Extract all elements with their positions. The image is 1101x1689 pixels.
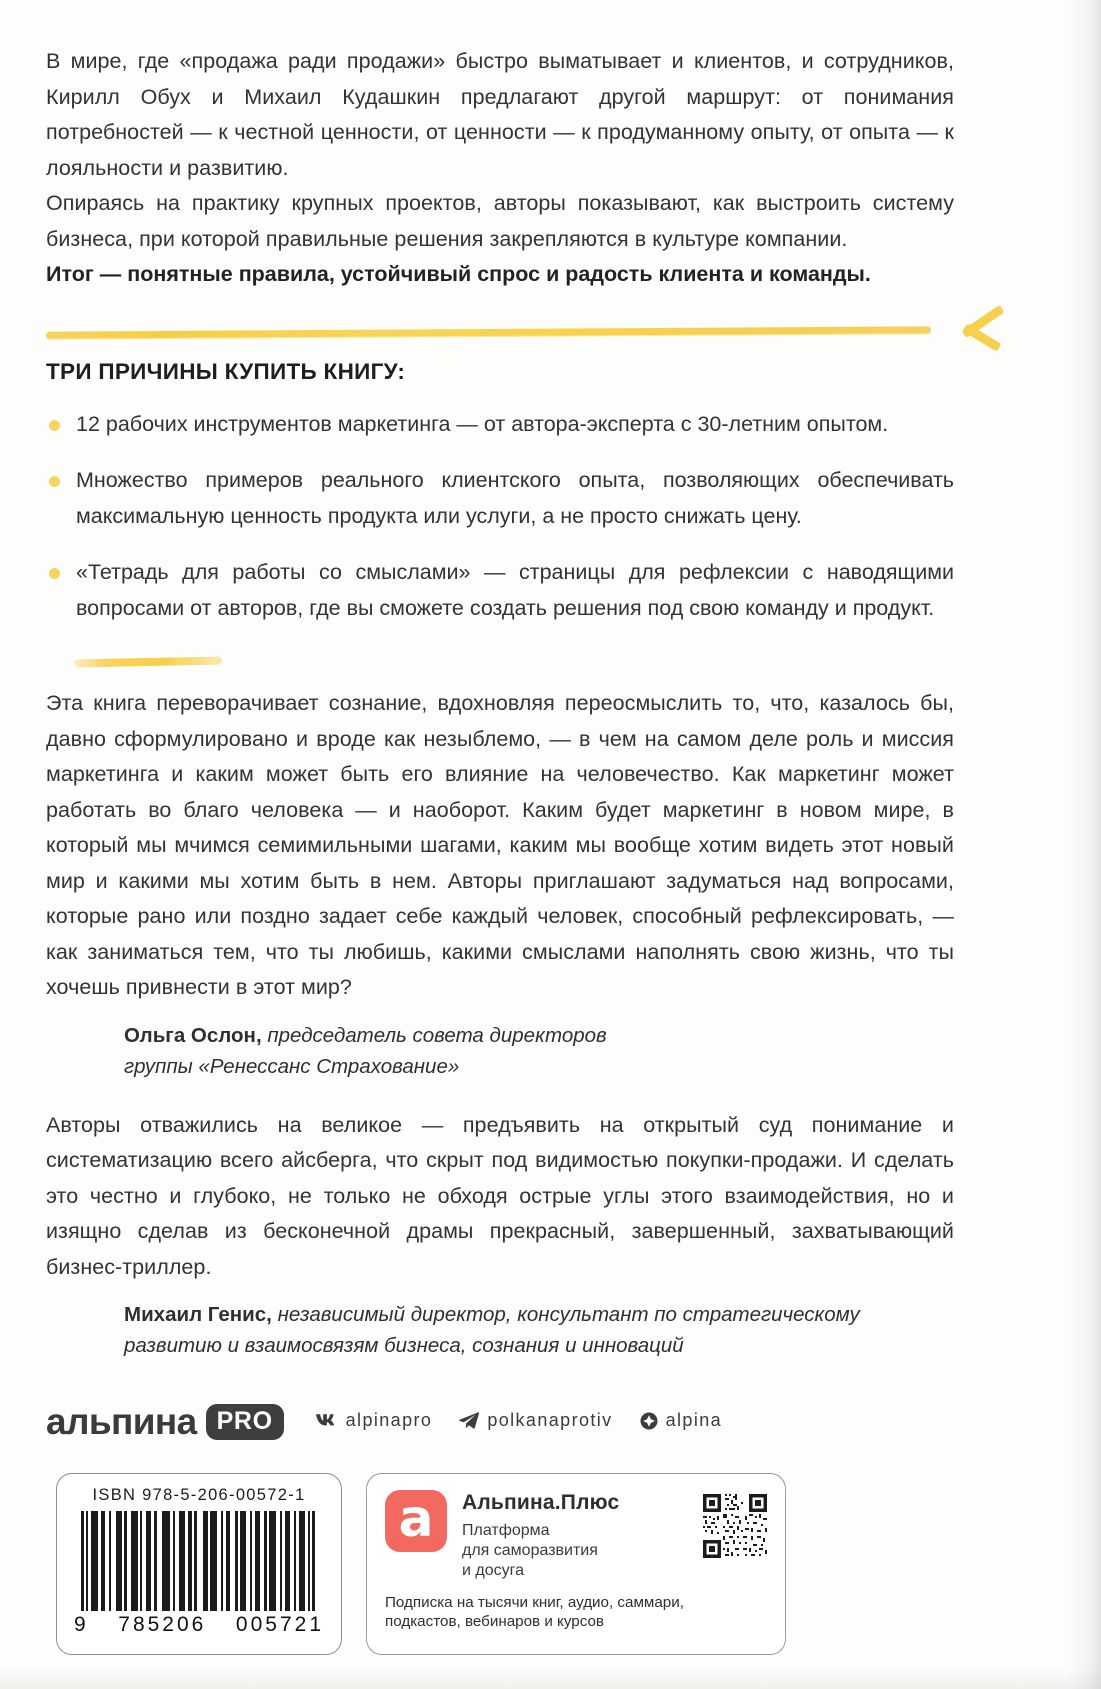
testimonial-author: Ольга Ослон, xyxy=(124,1023,262,1047)
reason-text: 12 рабочих инструментов маркетинга — от автора-эксперта с 30-летним опытом. xyxy=(76,411,889,436)
isbn-number: ISBN 978-5-206-00572-1 xyxy=(92,1486,306,1504)
testimonial-olga-oslon xyxy=(46,686,954,1082)
promo-footer-line-1: Подписка на тысячи книг, аудио, саммари, xyxy=(385,1594,684,1612)
testimonial-mikhail-genis xyxy=(46,1108,954,1362)
list-item xyxy=(46,463,954,534)
yellow-divider-long xyxy=(46,315,954,355)
ean-group-2: 785206 xyxy=(118,1613,207,1636)
promo-subtitle-line-3: и досуга xyxy=(462,1562,524,1580)
bullet-dot-icon xyxy=(49,568,60,579)
social-link-telegram[interactable] xyxy=(459,1410,612,1431)
list-item xyxy=(46,555,954,626)
divider-stroke-icon xyxy=(46,326,931,338)
pro-badge: PRO xyxy=(206,1404,284,1440)
social-link-alpina[interactable] xyxy=(640,1410,722,1431)
testimonial-attribution xyxy=(124,1299,954,1361)
alpina-app-icon: a xyxy=(385,1490,447,1552)
ean-group-3: 005721 xyxy=(235,1613,324,1636)
testimonial-role-line-1: председатель совета директоров xyxy=(267,1023,607,1047)
barcode-image xyxy=(81,1511,317,1611)
yellow-arrow-flick-icon xyxy=(958,293,1012,351)
social-label: polkanaprotiv xyxy=(487,1410,613,1430)
telegram-icon xyxy=(459,1412,479,1429)
vk-icon xyxy=(316,1413,338,1428)
blurb-highlight-line: Итог — понятные правила, устойчивый спрос и радость клиента и команды. xyxy=(46,262,871,286)
alpina-pro-logo xyxy=(46,1403,284,1440)
testimonial-role-line-1: независимый директор, консультант по стратегическому xyxy=(277,1303,860,1326)
ean-group-1: 9 xyxy=(74,1613,89,1636)
social-label: alpina xyxy=(665,1410,723,1430)
promo-footer-text xyxy=(385,1593,769,1631)
alpina-plus-promo-box[interactable] xyxy=(366,1473,786,1655)
testimonial-author: Михаил Генис, xyxy=(124,1303,272,1326)
isbn-barcode-box xyxy=(56,1473,342,1655)
social-link-vk[interactable] xyxy=(316,1410,433,1431)
brand-row xyxy=(46,1403,1056,1440)
social-label: alpinapro xyxy=(345,1410,433,1430)
qr-code-icon[interactable] xyxy=(701,1492,769,1560)
ean-digits xyxy=(74,1613,324,1637)
testimonial-role-line-2: развитию и взаимосвязям бизнеса, сознания и инноваций xyxy=(124,1334,684,1357)
testimonial-text: Эта книга переворачивает сознание, вдохновляя переосмыслить то, что, казалось бы, давно сформулировано и вроде как незыблемо, — в чем на самом деле роль и миссия маркетинга и каким может быть его влияние на человечество. Как маркетинг может работать во благо человека — и наоборот. Каким будет маркетинг в новом мире, в который мы мчимся семимильными шагами, каким мы вообще хотим видеть этот новый мир и какими мы хотим быть в нем. Авторы приглашают задуматься над вопросами, которые рано или поздно задает себе каждый человек, способный рефлексировать, — как заниматься тем, что ты любишь, какими смыслами наполнять свою жизнь, что ты хочешь привнести в этот мир? xyxy=(46,691,954,999)
promo-subtitle xyxy=(462,1521,686,1581)
publisher-wordmark: альпина xyxy=(46,1401,197,1442)
reasons-list xyxy=(46,407,954,627)
publisher-footer xyxy=(46,1403,1056,1440)
reason-text: «Тетрадь для работы со смыслами» — страницы для рефлексии с наводящими вопросами от авторов, где вы сможете создать решения под свою команду и продукт. xyxy=(76,560,954,620)
bullet-dot-icon xyxy=(49,476,60,487)
bullet-dot-icon xyxy=(49,420,60,431)
yellow-divider-short xyxy=(46,640,954,686)
compass-icon xyxy=(640,1412,658,1430)
promo-footer-line-2: подкастов, вебинаров и курсов xyxy=(385,1613,604,1631)
blurb-paragraph-1: В мире, где «продажа ради продажи» быстро выматывает и клиентов, и сотрудников, Кирилл Обух и Михаил Кудашкин предлагают другой маршрут: от понимания потребностей — к честной ценности, от ценности — к продуманному опыту, от опыта — к лояльности и развитию. xyxy=(46,49,954,180)
testimonial-role-line-2: группы «Ренессанс Страхование» xyxy=(124,1054,460,1078)
blurb-paragraph-2: Опираясь на практику крупных проектов, авторы показывают, как выстроить систему бизнеса, при которой правильные решения закрепляются в культуре компании. xyxy=(46,191,954,251)
promo-subtitle-line-2: для саморазвития xyxy=(462,1542,598,1560)
promo-top-row xyxy=(385,1490,769,1581)
divider-stroke-icon xyxy=(74,657,222,668)
reason-text: Множество примеров реального клиентского опыта, позволяющих обеспечивать максимальную ценность продукта или услуги, а не просто снижать цену. xyxy=(76,468,954,528)
cover-content xyxy=(46,44,954,1361)
promo-title: Альпина.Плюс xyxy=(462,1491,620,1514)
testimonial-text: Авторы отважились на великое — предъявить на открытый суд понимание и систематизацию всего айсберга, что скрыт под видимостью покупки-продажи. И сделать это честно и глубоко, не только не обходя острые углы этого взаимодействия, но и изящно сделав из бесконечной драмы прекрасный, завершенный, захватывающий бизнес-триллер. xyxy=(46,1112,954,1279)
list-item xyxy=(46,407,954,443)
reasons-heading: ТРИ ПРИЧИНЫ КУПИТЬ КНИГУ: xyxy=(46,358,406,384)
social-links xyxy=(316,1410,722,1433)
testimonial-attribution xyxy=(124,1020,954,1082)
promo-subtitle-line-1: Платформа xyxy=(462,1522,550,1540)
blurb-block xyxy=(46,44,954,293)
promo-texts xyxy=(462,1490,686,1581)
bottom-info-row xyxy=(56,1473,786,1655)
